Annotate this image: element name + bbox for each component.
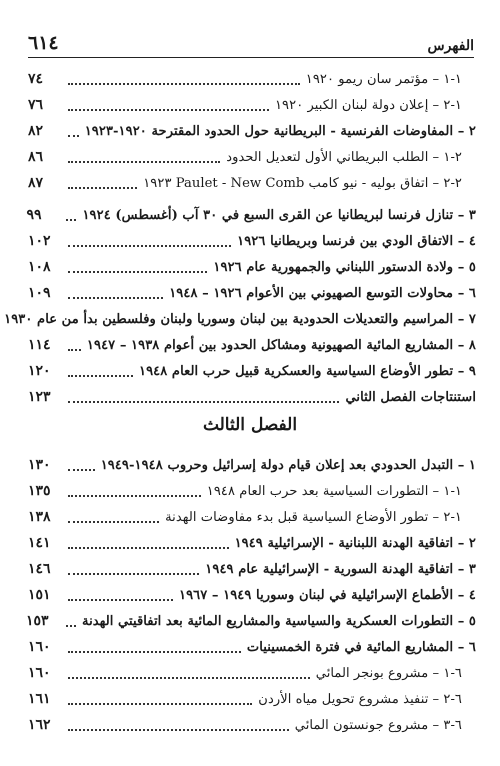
entry-page: ١٦٠ — [28, 665, 51, 681]
entry-page: ١٥١ — [28, 587, 51, 603]
entry-title: ٥ – التطورات العسكرية والسياسية والمشاريع المائية بعد اتفاقيتي الهدنة — [82, 613, 476, 629]
header-rule — [28, 57, 474, 58]
toc-entry[interactable] — [28, 686, 476, 712]
entry-title: ٧ – المراسيم والتعديلات الحدودية بين لبنان وسوريا ولبنان وفلسطين بدأ من عام ١٩٣٠ — [4, 311, 476, 327]
toc-entry[interactable] — [28, 228, 476, 254]
leader-dots — [68, 244, 231, 247]
chapter-heading: الفصل الثالث — [202, 415, 298, 435]
entry-page: ١٣٥ — [28, 483, 51, 499]
toc-entry[interactable] — [28, 608, 476, 634]
toc-entry[interactable] — [28, 452, 476, 478]
leader-dots — [68, 186, 137, 189]
entry-title: استنتاجات الفصل الثاني — [345, 389, 476, 405]
leader-dots — [68, 296, 163, 299]
entry-page: ١٠٨ — [28, 259, 51, 275]
entry-page: ١٠٢ — [28, 233, 51, 249]
entry-title: ١-٢ – إعلان دولة لبنان الكبير ١٩٢٠ — [274, 97, 462, 113]
entry-page: ١٣٨ — [28, 509, 51, 525]
page-number: ٦١٤ — [28, 32, 59, 54]
toc-entry[interactable] — [4, 306, 476, 332]
entry-page: ١٦٠ — [28, 639, 51, 655]
leader-dots — [68, 134, 79, 137]
leader-dots — [68, 572, 199, 575]
entry-title: ٨ – المشاريع المائية الصهيونية ومشاكل الحدود بين أعوام ١٩٣٨ – ١٩٤٧ — [86, 337, 476, 353]
toc-entry[interactable] — [28, 254, 476, 280]
leader-dots — [68, 270, 207, 273]
toc-entry[interactable] — [28, 530, 476, 556]
entry-page: ١٤٦ — [28, 561, 51, 577]
entry-page: ٨٦ — [28, 149, 44, 165]
toc-entry[interactable] — [28, 332, 476, 358]
toc-entry[interactable] — [28, 504, 476, 530]
toc-entry[interactable] — [28, 118, 476, 144]
entry-title: ٤ – الاتفاق الودي بين فرنسا وبريطانيا ١٩٢٦ — [237, 233, 476, 249]
toc-entry[interactable] — [28, 712, 476, 738]
leader-dots — [68, 650, 241, 653]
leader-dots — [68, 520, 159, 523]
entry-title: ٦ – المشاريع المائية في فترة الخمسينيات — [246, 639, 476, 655]
entry-title: ٩ – تطور الأوضاع السياسية والعسكرية قبيل حرب العام ١٩٤٨ — [139, 363, 476, 379]
entry-title: ٢ – المفاوضات الفرنسية - البريطانية حول الحدود المقترحة ١٩٢٠-١٩٢٣ — [84, 123, 476, 139]
entry-title: ٢-٢ – اتفاق بوليه - نيو كامب Paulet - New Comb ١٩٢٣ — [143, 175, 462, 191]
entry-page: ١٦١ — [28, 691, 51, 707]
entry-title: ٢-١ – الطلب البريطاني الأول لتعديل الحدود — [226, 149, 462, 165]
entry-page: ٩٩ — [26, 207, 42, 223]
entry-page: ٧٦ — [28, 97, 44, 113]
toc-entry[interactable] — [28, 170, 476, 196]
entry-title: ٦ – محاولات التوسع الصهيوني بين الأعوام ١٩٢٦ – ١٩٤٨ — [169, 285, 476, 301]
toc-entry[interactable] — [28, 280, 476, 306]
entry-title: ٦-١ – مشروع بونجر المائي — [315, 665, 462, 681]
entry-title: ٢ – اتفاقية الهدنة اللبنانية - الإسرائيلية ١٩٤٩ — [234, 535, 476, 551]
leader-dots — [68, 160, 220, 163]
entry-page: ٧٤ — [28, 71, 44, 87]
entry-title: ٣ – تنازل فرنسا لبريطانيا عن القرى السبع في ٣٠ آب (أغسطس) ١٩٢٤ — [82, 207, 476, 223]
leader-dots — [68, 400, 339, 403]
toc-entry[interactable] — [28, 634, 476, 660]
entry-page: ١٥٣ — [26, 613, 49, 629]
toc-entry[interactable] — [28, 144, 476, 170]
entry-title: ١ – التبدل الحدودي بعد إعلان قيام دولة إسرائيل وحروب ١٩٤٨-١٩٤٩ — [100, 457, 476, 473]
toc-entry[interactable] — [28, 556, 476, 582]
leader-dots — [68, 348, 81, 351]
entry-title: ١-١ – التطورات السياسية بعد حرب العام ١٩٤٨ — [206, 483, 462, 499]
entry-page: ١٦٢ — [28, 717, 51, 733]
page-header — [28, 28, 474, 54]
entry-page: ٨٧ — [28, 175, 44, 191]
leader-dots — [68, 598, 173, 601]
toc-entry[interactable] — [28, 92, 476, 118]
entry-title: ٤ – الأطماع الإسرائيلية في لبنان وسوريا ١٩٤٩ – ١٩٦٧ — [179, 587, 476, 603]
leader-dots — [68, 702, 252, 705]
entry-page: ٨٢ — [28, 123, 44, 139]
entry-page: ١٠٩ — [28, 285, 51, 301]
leader-dots — [68, 468, 95, 471]
running-title: الفهرس — [427, 38, 474, 54]
entry-title: ٦-٢ – تنفيذ مشروع تحويل مياه الأردن — [258, 691, 462, 707]
leader-dots — [68, 374, 133, 377]
leader-dots — [68, 82, 300, 85]
toc-entry[interactable] — [28, 384, 476, 410]
toc-entry[interactable] — [28, 478, 476, 504]
leader-dots — [66, 624, 76, 627]
entry-page: ١٣٠ — [28, 457, 51, 473]
toc-entry[interactable] — [28, 660, 476, 686]
entry-title: ٣ – اتفاقية الهدنة السورية - الإسرائيلية عام ١٩٤٩ — [205, 561, 476, 577]
entry-page: ١٢٣ — [28, 389, 51, 405]
toc-entry[interactable] — [28, 66, 476, 92]
entry-page: ١٢٠ — [28, 363, 51, 379]
entry-title: ٦-٣ – مشروع جونستون المائي — [294, 717, 462, 733]
leader-dots — [68, 546, 229, 549]
toc-entry[interactable] — [28, 358, 476, 384]
leader-dots — [68, 494, 201, 497]
leader-dots — [66, 218, 76, 221]
leader-dots — [68, 728, 289, 731]
toc-entry[interactable] — [28, 202, 476, 228]
entry-title: ٥ – ولادة الدستور اللبناني والجمهورية عام ١٩٢٦ — [213, 259, 476, 275]
entry-title: ١-١ – مؤتمر سان ريمو ١٩٢٠ — [305, 71, 462, 87]
entry-title: ١-٢ – تطور الأوضاع السياسية قبل بدء مفاوضات الهدنة — [165, 509, 462, 525]
toc-entry[interactable] — [28, 582, 476, 608]
entry-page: ١١٤ — [28, 337, 51, 353]
leader-dots — [68, 676, 310, 679]
leader-dots — [68, 108, 269, 111]
entry-page: ١٤١ — [28, 535, 51, 551]
